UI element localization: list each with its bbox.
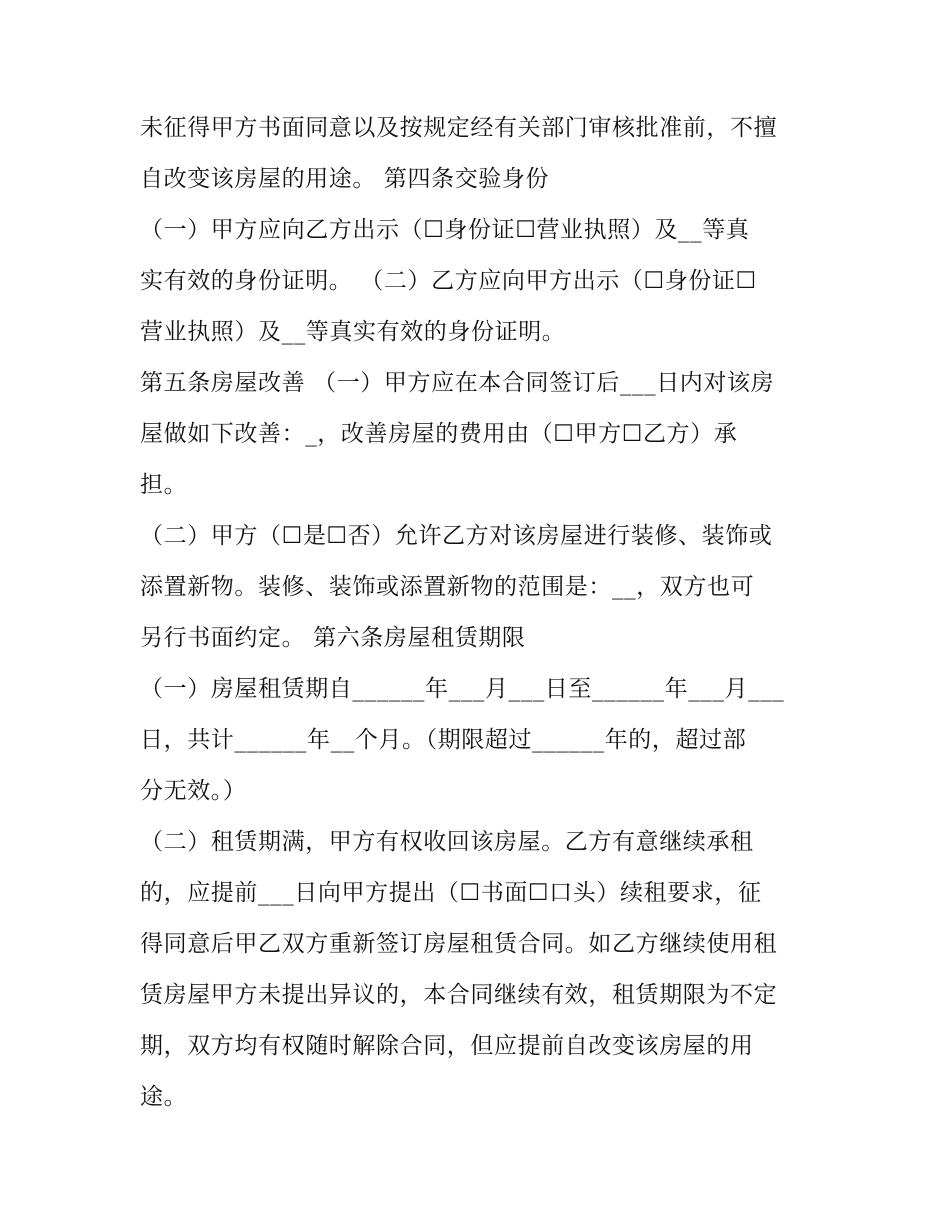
text-line: （一）房屋租赁期自______年___月___日至______年___月___ [140, 676, 785, 702]
text-line: （二）甲方（☐是☐否）允许乙方对该房屋进行装修、装饰或 [140, 523, 773, 549]
text-line: （一）甲方应向乙方出示（☐身份证☐营业执照）及__等真 [140, 217, 750, 243]
text-line: 日，共计______年__个月。（期限超过______年的，超过部 [140, 727, 747, 753]
text-line: 期，双方均有权随时解除合同，但应提前自改变该房屋的用 [140, 1033, 754, 1059]
text-line: 途。 [140, 1084, 188, 1110]
text-line: 屋做如下改善：_，改善房屋的费用由（☐甲方☐乙方）承 [140, 421, 738, 447]
text-line: 营业执照）及__等真实有效的身份证明。 [140, 319, 566, 345]
text-line: 得同意后甲乙双方重新签订房屋租赁合同。如乙方继续使用租 [140, 931, 778, 957]
document-body [140, 103, 820, 1123]
text-line: 第五条房屋改善 （一）甲方应在本合同签订后___日内对该房 [140, 370, 775, 396]
text-line: 的，应提前___日向甲方提出（☐书面☐口头）续租要求，征 [140, 880, 762, 906]
text-line: 添置新物。装修、装饰或添置新物的范围是：__，双方也可 [140, 574, 755, 600]
text-line: 自改变该房屋的用途。 第四条交验身份 [140, 166, 550, 192]
text-line: （二）租赁期满，甲方有权收回该房屋。乙方有意继续承租 [140, 829, 754, 855]
text-line: 未征得甲方书面同意以及按规定经有关部门审核批准前，不擅 [140, 115, 778, 141]
text-line: 分无效。） [140, 778, 247, 804]
text-line: 另行书面约定。 第六条房屋租赁期限 [140, 625, 526, 651]
text-line: 担。 [140, 472, 188, 498]
text-line: 实有效的身份证明。 （二）乙方应向甲方出示（☐身份证☐ [140, 268, 757, 294]
text-line: 赁房屋甲方未提出异议的，本合同继续有效，租赁期限为不定 [140, 982, 778, 1008]
